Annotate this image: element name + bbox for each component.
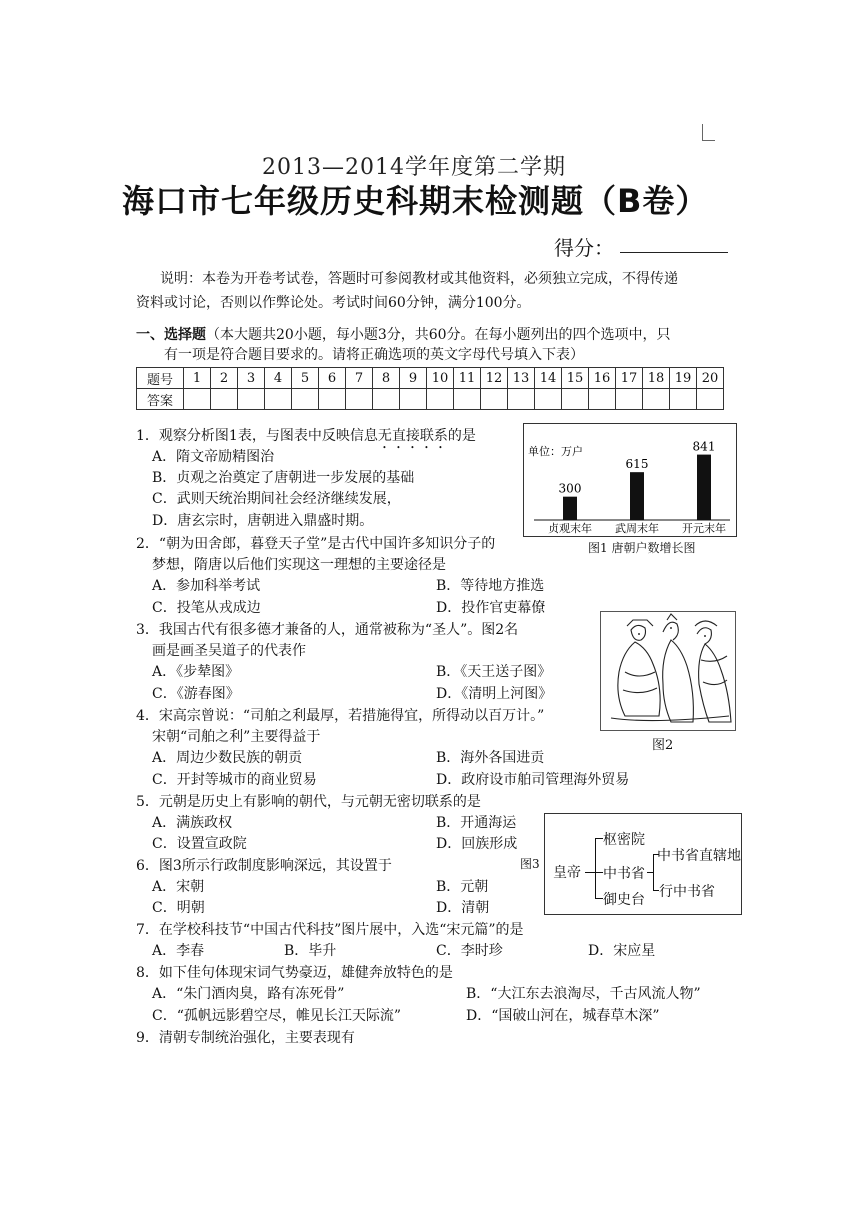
q6-stem: 6．图3所示行政制度影响深远，其设置于 (136, 858, 392, 874)
chart-unit-label: 单位：万户 (528, 445, 583, 458)
answer-cell[interactable] (292, 389, 319, 410)
answer-cell[interactable] (670, 389, 697, 410)
answer-cell[interactable] (400, 389, 427, 410)
question-number-cell: 15 (562, 368, 589, 389)
answer-cell[interactable] (481, 389, 508, 410)
exam-title: 海口市七年级历史科期末检测题（B卷） (122, 182, 709, 220)
answer-cell[interactable] (211, 389, 238, 410)
answer-table (136, 367, 724, 410)
q1-option-c[interactable]: C．武则天统治期间社会经济继续发展， (152, 491, 401, 507)
section1-heading: 一、选择题 (136, 327, 206, 343)
answer-cell[interactable] (589, 389, 616, 410)
section1-desc2: 有一项是符合题目要求的。请将正确选项的英文字母代号填入下表） (164, 347, 584, 363)
q2-stem-line2: 梦想，隋唐以后他们实现这一理想的主要途径是 (152, 557, 446, 573)
bar-value-label: 841 (692, 439, 716, 454)
q6-option-b[interactable]: B．元朝 (436, 879, 489, 895)
q2-option-d[interactable]: D．投作官吏幕僚 (436, 600, 546, 616)
question-number-cell: 20 (697, 368, 724, 389)
x-tick-label: 武周末年 (615, 522, 659, 535)
question-number-cell: 7 (346, 368, 373, 389)
answer-cell[interactable] (616, 389, 643, 410)
node-xingsheng: 行中书省 (659, 884, 715, 900)
answer-cell[interactable] (508, 389, 535, 410)
q4-option-d[interactable]: D．政府设市舶司管理海外贸易 (436, 772, 630, 788)
figure3-label: 图3 (520, 857, 540, 871)
x-tick-label: 贞观末年 (548, 522, 592, 535)
section1-desc1: （本大题共20小题，每小题3分，共60分。在每小题列出的四个选项中，只 (206, 327, 671, 343)
answer-cell[interactable] (427, 389, 454, 410)
answer-table-number-row (137, 368, 724, 389)
question-number-cell: 6 (319, 368, 346, 389)
question-number-cell: 8 (373, 368, 400, 389)
q4-option-b[interactable]: B．海外各国进贡 (436, 750, 545, 766)
connector-line (595, 898, 603, 899)
answer-cell[interactable] (697, 389, 724, 410)
q9-stem: 9．清朝专制统治强化，主要表现有 (136, 1030, 355, 1046)
q7-option-b[interactable]: B．毕升 (284, 943, 337, 959)
q8-option-d[interactable]: D．“国破山河在，城春草木深” (466, 1008, 660, 1024)
question-number-cell: 14 (535, 368, 562, 389)
question-number-cell: 11 (454, 368, 481, 389)
q4-option-c[interactable]: C．开封等城市的商业贸易 (152, 772, 317, 788)
q8-option-a[interactable]: A．“朱门酒肉臭，路有冻死骨” (152, 986, 345, 1002)
q6-option-d[interactable]: D．清朝 (436, 900, 490, 916)
instructions-line2: 资料或讨论，否则以作弊论处。考试时间60分钟，满分100分。 (136, 295, 531, 311)
node-emperor: 皇帝 (553, 865, 581, 881)
bar-chart (524, 424, 736, 536)
answer-table-number-label: 题号 (137, 368, 184, 389)
question-number-cell: 1 (184, 368, 211, 389)
answer-cell[interactable] (643, 389, 670, 410)
q4-stem-line2: 宋朝“司舶之利”主要得益于 (152, 729, 321, 745)
q4-stem-line1: 4．宋高宗曾说：“司舶之利最厚，若措施得宜，所得动以百万计。” (136, 708, 545, 724)
instructions-line1: 说明：本卷为开卷考试卷，答题时可参阅教材或其他资料，必须独立完成，不得传递 (160, 271, 678, 287)
answer-cell[interactable] (184, 389, 211, 410)
painting-illustration (601, 612, 735, 730)
q5-option-b[interactable]: B．开通海运 (436, 815, 517, 831)
bar-3 (697, 455, 711, 520)
q6-option-a[interactable]: A．宋朝 (152, 879, 205, 895)
section1-header (136, 324, 671, 346)
q1-stem-a: 1．观察分析图1表，与图表中反映信息 (136, 428, 378, 444)
answer-cell[interactable] (562, 389, 589, 410)
q7-option-a[interactable]: A．李春 (152, 943, 205, 959)
answer-cell[interactable] (238, 389, 265, 410)
answer-cell[interactable] (346, 389, 373, 410)
q1-stem-emphasis: 无直接联系 (377, 428, 448, 444)
question-number-cell: 16 (589, 368, 616, 389)
q7-option-c[interactable]: C．李时珍 (436, 943, 503, 959)
q3-option-c[interactable]: C．《游春图》 (152, 686, 240, 702)
q2-option-c[interactable]: C．投笔从戎成边 (152, 600, 261, 616)
question-number-cell: 13 (508, 368, 535, 389)
figure2-painting (600, 611, 736, 731)
q8-option-c[interactable]: C．“孤帆远影碧空尽，帷见长江天际流” (152, 1008, 402, 1024)
q5-stem: 5．元朝是历史上有影响的朝代，与元朝无密切联系的是 (136, 794, 481, 810)
figure1-chart (523, 423, 737, 537)
q2-option-b[interactable]: B．等待地方推选 (436, 578, 545, 594)
question-number-cell: 19 (670, 368, 697, 389)
node-yushitai: 御史台 (603, 892, 645, 908)
answer-cell[interactable] (535, 389, 562, 410)
question-number-cell: 4 (265, 368, 292, 389)
q3-option-b[interactable]: B．《天王送子图》 (436, 664, 552, 680)
question-number-cell: 3 (238, 368, 265, 389)
q8-option-b[interactable]: B．“大江东去浪淘尽，千古风流人物” (466, 986, 701, 1002)
q5-option-a[interactable]: A．满族政权 (152, 815, 233, 831)
q4-option-a[interactable]: A．周边少数民族的朝贡 (152, 750, 303, 766)
x-tick-label: 开元末年 (682, 522, 726, 535)
page-corner-mark (702, 124, 715, 141)
answer-table-answer-row (137, 389, 724, 410)
q7-option-d[interactable]: D．宋应星 (588, 943, 656, 959)
q5-option-c[interactable]: C．设置宣政院 (152, 836, 247, 852)
question-number-cell: 9 (400, 368, 427, 389)
question-number-cell: 10 (427, 368, 454, 389)
node-zhongshusheng: 中书省 (603, 866, 645, 882)
answer-cell[interactable] (319, 389, 346, 410)
connector-line (595, 872, 603, 873)
bar-value-label: 615 (625, 457, 649, 472)
score-blank[interactable] (620, 252, 728, 253)
score-label: 得分： (554, 236, 614, 260)
q3-stem-line2: 画是画圣吴道子的代表作 (152, 643, 306, 659)
q1-option-b[interactable]: B．贞观之治奠定了唐朝进一步发展的基础 (152, 470, 415, 486)
bar-value-label: 300 (558, 481, 582, 496)
answer-cell[interactable] (373, 389, 400, 410)
question-number-cell: 2 (211, 368, 238, 389)
figure3-diagram (544, 813, 742, 915)
q5-option-d[interactable]: D．回族形成 (436, 836, 518, 852)
connector-line (585, 872, 595, 873)
connector-line (595, 838, 596, 898)
figure2-caption: 图2 (652, 738, 674, 753)
q2-stem-line1: 2．“朝为田舍郎，暮登天子堂”是古代中国许多知识分子的 (136, 536, 496, 552)
question-number-cell: 17 (616, 368, 643, 389)
bar-1 (563, 497, 577, 520)
q2-option-a[interactable]: A．参加科举考试 (152, 578, 261, 594)
bar-2 (630, 472, 644, 520)
answer-cell[interactable] (265, 389, 292, 410)
question-number-cell: 12 (481, 368, 508, 389)
q3-option-d[interactable]: D．《清明上河图》 (436, 686, 553, 702)
node-zhixia: 中书省直辖地 (657, 848, 741, 864)
q1-option-d[interactable]: D．唐玄宗时，唐朝进入鼎盛时期。 (152, 513, 374, 529)
q1-stem-b: 的是 (447, 428, 476, 444)
question-number-cell: 18 (643, 368, 670, 389)
exam-term: 2013—2014学年度第二学期 (262, 155, 566, 180)
q8-stem: 8．如下佳句体现宋词气势豪迈，雄健奔放特色的是 (136, 965, 453, 981)
q3-option-a[interactable]: A．《步辇图》 (152, 664, 240, 680)
question-number-cell: 5 (292, 368, 319, 389)
connector-line (653, 854, 654, 890)
answer-table-answer-label: 答案 (137, 389, 184, 410)
figure1-caption: 图1 唐朝户数增长图 (588, 541, 696, 555)
node-shumiyuan: 枢密院 (603, 832, 645, 848)
q7-stem: 7．在学校科技节“中国古代科技”图片展中，入选“宋元篇”的是 (136, 922, 524, 938)
connector-line (595, 838, 603, 839)
q1-option-a[interactable]: A．隋文帝励精图治 (152, 449, 275, 465)
q3-stem-line1: 3．我国古代有很多德才兼备的人，通常被称为“圣人”。图2名 (136, 622, 519, 638)
answer-cell[interactable] (454, 389, 481, 410)
q6-option-c[interactable]: C．明朝 (152, 900, 205, 916)
